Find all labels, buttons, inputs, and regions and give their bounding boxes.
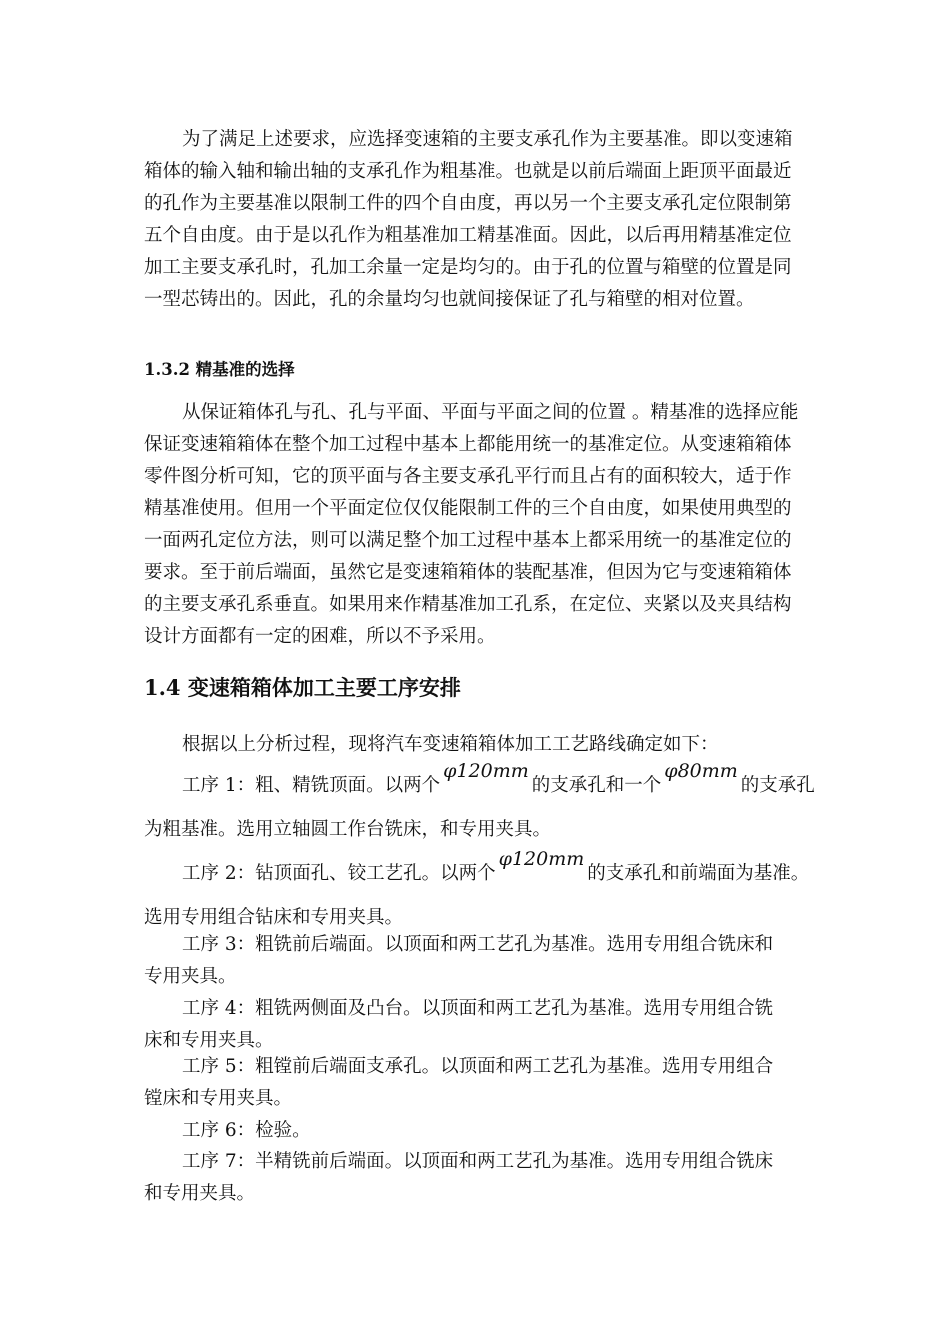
heading-1-4: 1.4 变速箱箱体加工主要工序安排 [144, 675, 461, 700]
step-3-line-1: 工序 3：粗铣前后端面。以顶面和两工艺孔为基准。选用专用组合铣床和 [182, 934, 774, 955]
step-1-line-1 [182, 760, 815, 797]
formula-phi120-2: φ120mm [498, 848, 585, 870]
step-1-text-a: 工序 1：粗、精铣顶面。以两个 [182, 775, 441, 796]
formula-phi120: φ120mm [443, 760, 529, 782]
step-5-line-2: 镗床和专用夹具。 [144, 1088, 293, 1109]
step-2-line-2: 选用专用组合钻床和专用夹具。 [144, 907, 404, 928]
step-4-line-1: 工序 4：粗铣两侧面及凸台。以顶面和两工艺孔为基准。选用专用组合铣 [182, 998, 774, 1019]
paragraph-coarse-datum: 为了满足上述要求，应选择变速箱的主要支承孔作为主要基准。即以变速箱箱体的输入轴和输出轴的支承孔作为粗基准。也就是以前后端面上距顶平面最近的孔作为主要基准以限制工件的四个自由度，再以另一个主要支承孔定位限制第五个自由度。由于是以孔作为粗基准加工精基准面。因此，以后再用精基准定位加工主要支承孔时，孔加工余量一定是均匀的。由于孔的位置与箱壁的位置是同一型芯铸出的。因此，孔的余量均匀也就间接保证了孔与箱壁的相对位置。 [144, 129, 793, 310]
intro-line: 根据以上分析过程，现将汽车变速箱箱体加工工艺路线确定如下： [182, 734, 719, 755]
step-6-line-1: 工序 6：检验。 [182, 1120, 311, 1141]
step-1-text-b: 的支承孔和一个 [531, 775, 662, 796]
step-2-text-b: 的支承孔和前端面为基准。 [587, 863, 810, 884]
step-2-line-1 [182, 848, 810, 885]
step-2-text-a: 工序 2：钻顶面孔、铰工艺孔。以两个 [182, 863, 496, 884]
step-4-line-2: 床和专用夹具。 [144, 1030, 274, 1051]
paragraph-fine-datum: 从保证箱体孔与孔、孔与平面、平面与平面之间的位置 。精基准的选择应能保证变速箱箱体在整个加工过程中基本上都能用统一的基准定位。从变速箱箱体零件图分析可知，它的顶平面与各主要支承孔平行而且占有的面积较大，适于作精基准使用。但用一个平面定位仅仅能限制工件的三个自由度，如果使用典型的一面两孔定位方法，则可以满足整个加工过程中基本上都采用统一的基准定位的要求。至于前后端面，虽然它是变速箱箱体的装配基准，但因为它与变速箱箱体的主要支承孔系垂直。如果用来作精基准加工孔系，在定位、夹紧以及夹具结构设计方面都有一定的困难，所以不予采用。 [144, 402, 799, 647]
heading-1-3-2: 1.3.2 精基准的选择 [144, 360, 295, 379]
formula-phi80: φ80mm [664, 760, 738, 782]
step-1-line-2: 为粗基准。选用立轴圆工作台铣床，和专用夹具。 [144, 819, 552, 840]
step-5-line-1: 工序 5：粗镗前后端面支承孔。以顶面和两工艺孔为基准。选用专用组合 [182, 1056, 774, 1077]
step-7-line-1: 工序 7：半精铣前后端面。以顶面和两工艺孔为基准。选用专用组合铣床 [182, 1151, 774, 1172]
step-7-line-2: 和专用夹具。 [144, 1183, 256, 1204]
step-3-line-2: 专用夹具。 [144, 966, 237, 987]
step-1-text-c: 的支承孔 [740, 775, 815, 796]
